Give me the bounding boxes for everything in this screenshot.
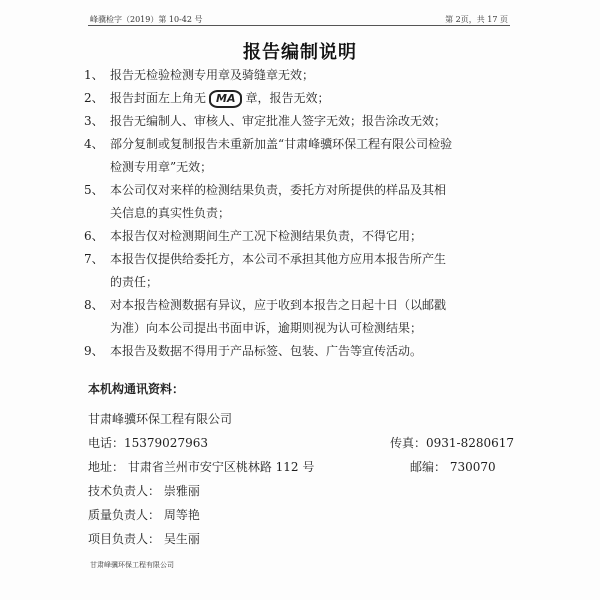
list-item: [84, 87, 524, 110]
item-text: 本报告仅提供给委托方，本公司不承担其他方应用本报告所产生: [110, 252, 447, 266]
item-number: 3、: [84, 114, 104, 128]
item-text: 为准）向本公司提出书面申诉，逾期则视为认可检测结果；: [110, 321, 423, 335]
list-item: [84, 64, 524, 87]
item-number: 5、: [84, 183, 104, 197]
list-item: [84, 340, 524, 363]
technical-lead: 技术负责人： 崇雅丽: [88, 484, 200, 498]
list-item: [84, 110, 524, 133]
item-text: 的责任；: [110, 275, 159, 289]
item-text: 部分复制或复制报告未重新加盖“甘肃峰骥环保工程有限公司检验: [110, 137, 453, 151]
item-text: 本公司仅对来样的检测结果负责，委托方对所提供的样品及其相: [110, 183, 447, 197]
page-indicator: 第 2页，共 17 页: [445, 15, 508, 24]
item-number: 2、: [84, 91, 104, 105]
contact-heading: 本机构通讯资料：: [88, 382, 185, 396]
item-text: 检测专用章”无效；: [110, 160, 213, 174]
list-item: [84, 133, 524, 179]
item-text: 对本报告检测数据有异议，应于收到本报告之日起十日（以邮戳: [110, 298, 447, 312]
list-item: [84, 179, 524, 225]
notes-list: [84, 64, 524, 363]
item-text: 本报告及数据不得用于产品标签、包装、广告等宣传活动。: [110, 344, 423, 358]
address: 地址： 甘肃省兰州市安宁区桃林路 112 号: [88, 460, 315, 474]
ma-stamp-icon: MA: [209, 90, 242, 108]
item-number: 1、: [84, 68, 104, 82]
item-number: 6、: [84, 229, 104, 243]
list-item: [84, 225, 524, 248]
item-text: 报告无检验检测专用章及骑缝章无效；: [110, 68, 315, 82]
item-text: 关信息的真实性负责；: [110, 206, 231, 220]
report-number: 峰骥检字（2019）第 10-42 号: [90, 15, 203, 24]
project-lead: 项目负责人： 吴生丽: [88, 532, 200, 546]
item-number: 7、: [84, 252, 104, 266]
item-number: 4、: [84, 137, 104, 151]
item-number: 9、: [84, 344, 104, 358]
item-text: 报告无编制人、审核人、审定批准人签字无效；报告涂改无效；: [110, 114, 447, 128]
list-item: [84, 248, 524, 294]
quality-lead: 质量负责人： 周等艳: [88, 508, 200, 522]
postcode: 邮编： 730070: [410, 460, 496, 474]
company-name: 甘肃峰骥环保工程有限公司: [88, 412, 233, 426]
phone-number: 电话：15379027963: [88, 436, 208, 450]
item-text: 本报告仅对检测期间生产工况下检测结果负责，不得它用；: [110, 229, 423, 243]
list-item: [84, 294, 524, 340]
footer-company: 甘肃峰骥环保工程有限公司: [90, 561, 174, 569]
item-text: 报告封面左上角无 MA 章，报告无效；: [110, 87, 524, 110]
fax-number: 传真：0931-8280617: [390, 436, 515, 450]
item-number: 8、: [84, 298, 104, 312]
page-title: 报告编制说明: [243, 42, 357, 63]
header-rule: [88, 25, 510, 26]
